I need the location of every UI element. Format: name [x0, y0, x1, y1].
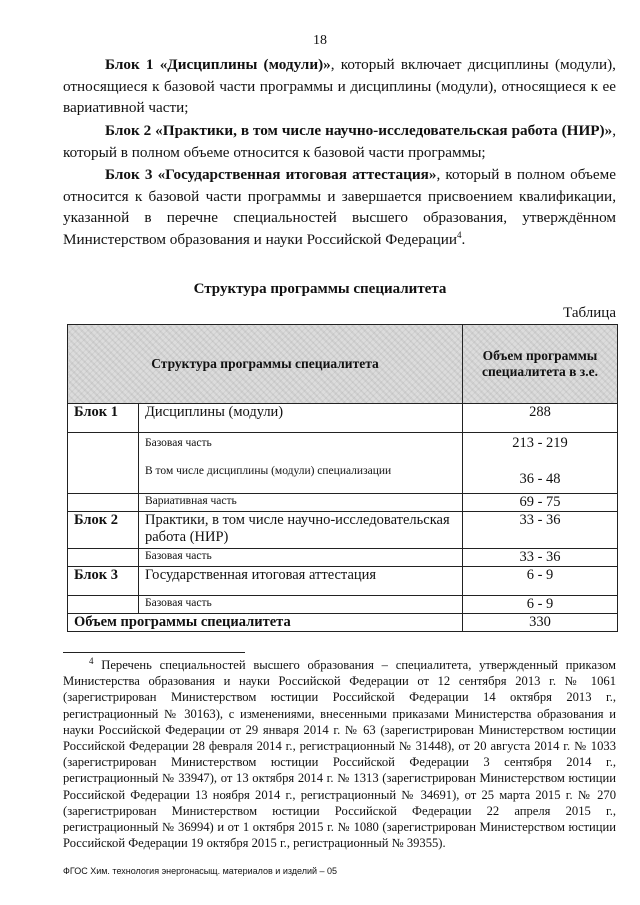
block-1-spec-value: 36 - 48 — [519, 471, 561, 487]
header-volume: Объем программы специалитета в з.е. — [463, 325, 618, 404]
block-3-value: 6 - 9 — [463, 567, 618, 596]
block-1-name: Дисциплины (модули) — [139, 404, 463, 433]
block-2-label: Блок 2 — [68, 512, 139, 549]
table-header-row — [68, 325, 618, 404]
paragraph-block-2-title: Блок 2 «Практики, в том числе научно-исследовательская работа (НИР)» — [105, 122, 613, 139]
table-row — [68, 549, 618, 567]
block-1-base-values-cell — [463, 433, 618, 494]
footnote-marker: 4 — [89, 655, 94, 666]
block-3-base-name: Базовая часть — [139, 596, 463, 614]
paragraph-block-3 — [63, 164, 616, 250]
paragraph-block-2-text: , который в полном объеме относится к базовой части программы; — [63, 122, 616, 161]
block-2-name: Практики, в том числе научно-исследовательская работа (НИР) — [139, 512, 463, 549]
paragraph-block-1-title: Блок 1 «Дисциплины (модули)» — [105, 56, 331, 73]
paragraph-block-1 — [63, 54, 616, 119]
paragraph-block-1-text: , который включает дисциплины (модули), относящиеся к базовой части программы и дисциплины (модули), относящиеся к ее вариативной части; — [63, 56, 616, 117]
block-1-var-value: 69 - 75 — [463, 494, 618, 512]
block-2-base-name: Базовая часть — [139, 549, 463, 567]
total-value: 330 — [463, 614, 618, 632]
page-number: 18 — [313, 33, 327, 48]
paragraph-block-3-text: , который в полном объеме относится к базовой части программы и завершается присвоением квалификации, указанной в перечне специальностей высшего образования, утверждённом Министерством образования и науки Российской Федерации — [63, 166, 616, 248]
table-row — [68, 512, 618, 549]
block-1-base-value: 213 - 219 — [512, 435, 568, 451]
total-label: Объем программы специалитета — [68, 614, 463, 632]
paragraph-block-3-end: . — [461, 230, 466, 248]
table-row — [68, 433, 618, 494]
paragraph-block-2 — [63, 120, 616, 163]
table-row — [68, 404, 618, 433]
block-1-value: 288 — [463, 404, 618, 433]
block-1-base-name: Базовая часть — [145, 437, 212, 449]
block-1-base-cell — [139, 433, 463, 494]
block-1-label: Блок 1 — [68, 404, 139, 433]
footnote-separator — [63, 652, 245, 653]
table-title: Структура программы специалитета — [193, 281, 447, 297]
block-1-var-name: Вариативная часть — [139, 494, 463, 512]
footnote-text: Перечень специальностей высшего образования – специалитета, утвержденный приказом Министерства образования и науки Российской Федерации от 12 сентября 2013 г. № 1061 (зарегистрирован Министерством юстиции Российской Федерации 14 октября 2013 г., регистрационный № 30163), с изменениями, внесенными приказами Министерства образования и науки Российской Федерации от 29 января 2014 г. № 63 (зарегистрирован Министерством юстиции Российской Федерации 28 февраля 2014 г., регистрационный № 31448), от 20 августа 2014 г. № 1033 (зарегистрирован Министерством юстиции Российской Федерации 3 сентября 2014 г., регистрационный № 33947), от 13 октября 2014 г. № 1313 (зарегистрирован Министерством юстиции Российской Федерации 13 ноября 2014 г., регистрационный № 34691), от 25 марта 2015 г. № 270 (зарегистрирован Министерством юстиции Российской Федерации 22 апреля 2015 г., регистрационный № 36994) и от 1 октября 2015 г. № 1080 (зарегистрирован Министерством юстиции Российской Федерации 19 октября 2015 г., регистрационный № 39355). — [63, 658, 616, 851]
header-structure: Структура программы специалитета — [68, 325, 463, 404]
table-row — [68, 596, 618, 614]
program-structure-table — [67, 324, 618, 632]
block-3-name: Государственная итоговая аттестация — [139, 567, 463, 596]
block-3-base-value: 6 - 9 — [463, 596, 618, 614]
block-2-value: 33 - 36 — [463, 512, 618, 549]
table-total-row — [68, 614, 618, 632]
table-row — [68, 567, 618, 596]
block-3-label: Блок 3 — [68, 567, 139, 596]
footnote-reference[interactable]: 4 — [456, 229, 462, 240]
block-2-base-value: 33 - 36 — [463, 549, 618, 567]
table-label: Таблица — [563, 305, 616, 321]
block-1-spec-name: В том числе дисциплины (модули) специализации — [145, 465, 392, 477]
paragraph-block-3-title: Блок 3 «Государственная итоговая аттестация» — [105, 166, 437, 183]
footnote — [63, 657, 616, 851]
page-footer: ФГОС Хим. технология энергонасыщ. материалов и изделий – 05 — [63, 866, 338, 876]
table-row — [68, 494, 618, 512]
